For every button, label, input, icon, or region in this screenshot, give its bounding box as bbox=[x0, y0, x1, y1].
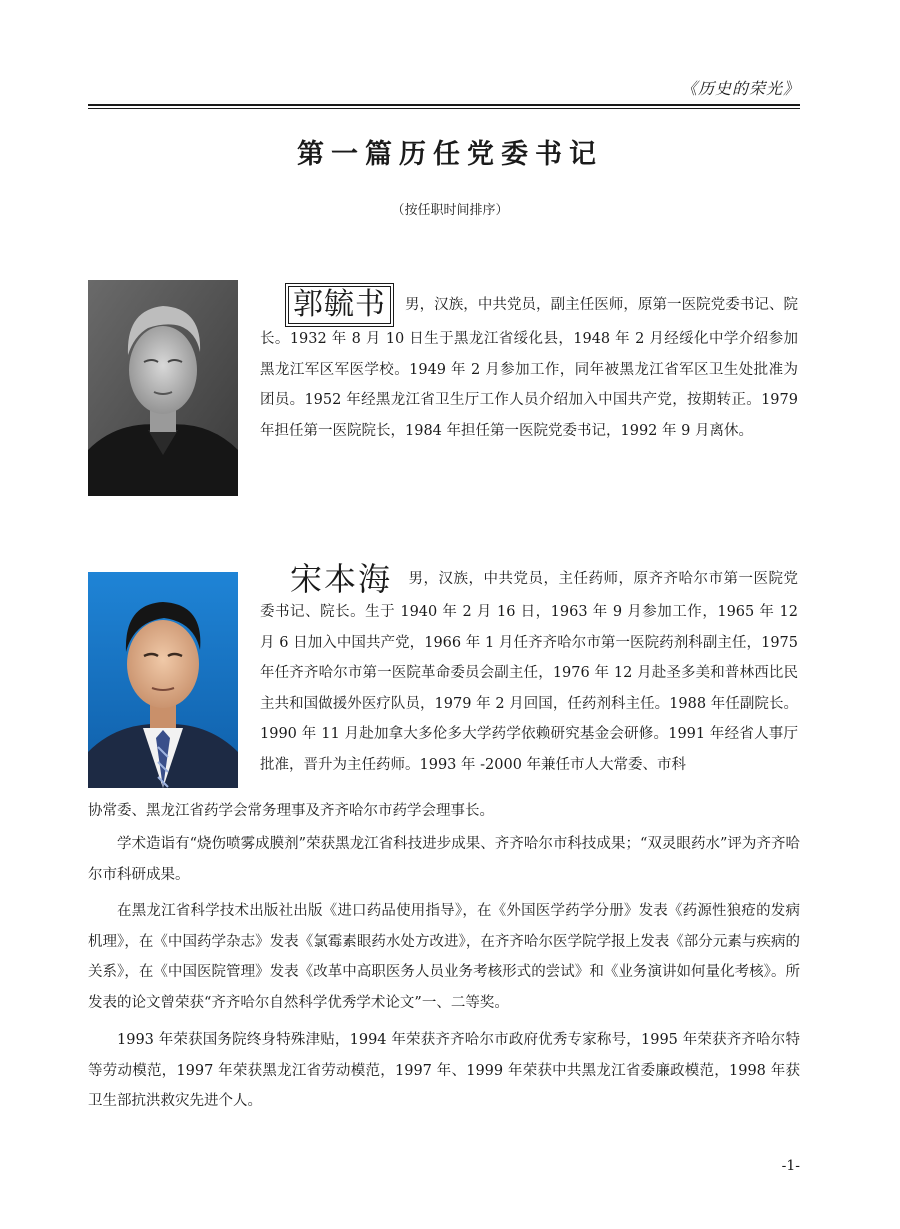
chapter-subtitle: （按任职时间排序） bbox=[391, 203, 509, 218]
bio-song bbox=[260, 561, 798, 780]
paragraph-publications: 在黑龙江省科学技术出版社出版《进口药品使用指导》，在《外国医学药学分册》发表《药源性狼疮的发病机理》，在《中国药学杂志》发表《氯霉素眼药水处方改进》，在齐齐哈尔医学院学报上发表《部分元素与疾病的关系》，在《中国医院管理》发表《改革中高职医务人员业务考核形式的尝试》和《业务演讲如何量化考核》。所发表的论文曾荣获“齐齐哈尔自然科学优秀学术论文”一、二等奖。 bbox=[88, 903, 800, 1011]
bio-guo-text: 男，汉族，中共党员，副主任医师，原第一医院党委书记、院长。1932 年 8 月 10 日生于黑龙江省绥化县，1948 年 2 月经绥化中学介绍参加黑龙江军区军医学校。1949 年 2 月参加工作，同年被黑龙江省军区卫生处批准为团员。1952 年经黑龙江省卫生厅工作人员介绍加入中国共产党，按期转正。1979 年担任第一医院院长，1984 年担任第一医院党委书记，1992 年 9 月离休。 bbox=[260, 297, 798, 439]
running-header-title: 《历史的荣光》 bbox=[680, 79, 800, 98]
paragraph-academic-achievements: 学术造诣有“烧伤喷雾成膜剂”荣获黑龙江省科技进步成果、齐齐哈尔市科技成果；“双灵眼药水”评为齐齐哈尔市科研成果。 bbox=[88, 836, 800, 883]
portrait-photo-guo bbox=[88, 280, 238, 496]
portrait-photo-song bbox=[88, 572, 238, 788]
header-rule bbox=[88, 104, 800, 106]
chapter-title: 第一篇历任党委书记 bbox=[297, 139, 603, 170]
header-rule-thin bbox=[88, 108, 800, 109]
bio-guo bbox=[260, 286, 798, 446]
name-guo: 郭毓书 bbox=[288, 286, 391, 324]
page-number: -1- bbox=[781, 1158, 800, 1174]
paragraph-honors: 1993 年荣获国务院终身特殊津贴，1994 年荣获齐齐哈尔市政府优秀专家称号，1995 年荣获齐齐哈尔特等劳动模范，1997 年荣获黑龙江省劳动模范，1997 年、1999 年荣获中共黑龙江省委廉政模范，1998 年获卫生部抗洪救灾先进个人。 bbox=[88, 1032, 800, 1109]
bio-song-continued: 协常委、黑龙江省药学会常务理事及齐齐哈尔市药学会理事长。 bbox=[88, 803, 494, 819]
bio-song-text: 男，汉族，中共党员，主任药师，原齐齐哈尔市第一医院党委书记、院长。生于 1940 年 2 月 16 日，1963 年 9 月参加工作，1965 年 12 月 6 日加入中国共产党，1966 年 1 月任齐齐哈尔市第一医院药剂科副主任，1975 年任齐齐哈尔市第一医院革命委员会副主任，1976 年 12 月赴圣多美和普林西比民主共和国做援外医疗队员，1979 年 2 月回国，任药剂科主任。1988 年任副院长。1990 年 11 月赴加拿大多伦多大学药学依赖研究基金会研修。1991 年经省人事厅批准，晋升为主任药师。1993 年 -2000 年兼任市人大常委、市科 bbox=[260, 571, 798, 773]
name-song: 宋本海 bbox=[290, 560, 393, 598]
